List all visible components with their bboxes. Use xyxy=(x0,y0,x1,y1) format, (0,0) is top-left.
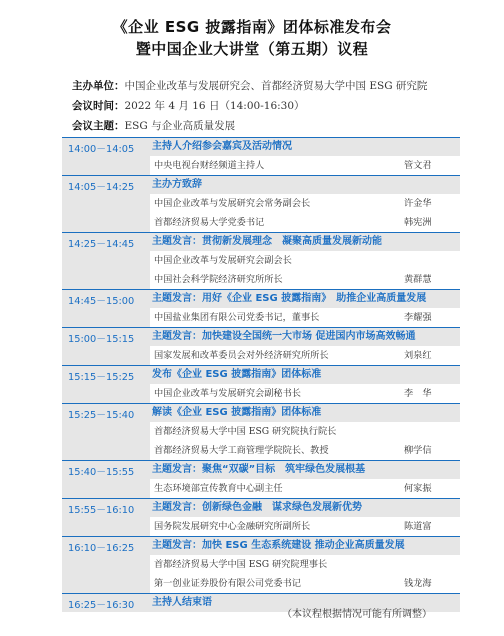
agenda-item-heading: 主办方致辞 xyxy=(150,176,460,194)
agenda-item-heading: 主持人结束语 xyxy=(150,594,460,612)
agenda-content xyxy=(150,176,460,232)
speaker-title: 首都经济贸易大学中国 ESG 研究院理事长 xyxy=(154,559,328,570)
speaker-name: 韩宪洲 xyxy=(404,217,432,228)
meeting-theme-label: 会议主题： xyxy=(72,120,125,132)
agenda-item-heading: 主题发言：加快 ESG 生态系统建设 推动企业高质量发展 xyxy=(150,537,460,555)
speaker-name: 陈道富 xyxy=(404,521,432,532)
agenda-time: 15:55－16:10 xyxy=(62,499,150,536)
speaker-line xyxy=(154,555,460,574)
agenda-time: 15:40－15:55 xyxy=(62,461,150,498)
speaker-line xyxy=(154,346,460,365)
agenda-row xyxy=(62,536,460,593)
agenda-time: 14:25－14:45 xyxy=(62,233,150,289)
agenda-row xyxy=(62,327,460,365)
agenda-row xyxy=(62,232,460,289)
speaker-name: 钱龙海 xyxy=(404,578,432,589)
speaker-line xyxy=(154,384,460,403)
meeting-theme-value: ESG 与企业高质量发展 xyxy=(124,120,236,132)
speaker-name: 黄群慧 xyxy=(404,274,432,285)
agenda-time: 15:00－15:15 xyxy=(62,328,150,365)
agenda-item-heading: 主题发言：加快建设全国统一大市场 促进国内市场高效畅通 xyxy=(150,328,460,346)
organizer-row xyxy=(72,78,427,93)
agenda-time: 14:05－14:25 xyxy=(62,176,150,232)
agenda-row xyxy=(62,365,460,403)
meeting-theme-row xyxy=(72,118,235,133)
speaker-title: 首都经济贸易大学中国 ESG 研究院执行院长 xyxy=(154,426,337,437)
agenda-item-heading: 主题发言：创新绿色金融 谋求绿色发展新优势 xyxy=(150,499,460,517)
agenda-item-heading: 主持人介绍参会嘉宾及活动情况 xyxy=(150,138,460,156)
meeting-time-value: 2022 年 4 月 16 日（14:00-16:30） xyxy=(124,100,305,112)
agenda-title-line2: 暨中国企业大讲堂（第五期）议程 xyxy=(135,40,369,58)
speaker-name: 刘泉红 xyxy=(404,350,432,361)
agenda-row xyxy=(62,403,460,460)
speaker-name: 李 华 xyxy=(404,388,432,399)
speaker-name xyxy=(404,251,452,270)
meeting-time-row xyxy=(72,98,305,113)
speaker-name: 许金华 xyxy=(404,198,432,209)
speaker-title: 首都经济贸易大学工商管理学院院长、教授 xyxy=(154,445,329,456)
speaker-line xyxy=(154,270,460,289)
agenda-time: 15:15－15:25 xyxy=(62,366,150,403)
speaker-title: 中国企业改革与发展研究会副会长 xyxy=(154,255,292,266)
agenda-content xyxy=(150,499,460,536)
agenda-content xyxy=(150,233,460,289)
agenda-time: 14:45－15:00 xyxy=(62,290,150,327)
agenda-time: 16:25－16:30 xyxy=(62,594,150,612)
speaker-name: 柳学信 xyxy=(404,445,432,456)
agenda-time: 15:25－15:40 xyxy=(62,404,150,460)
speaker-line xyxy=(154,422,460,441)
meeting-time-label: 会议时间： xyxy=(72,100,125,112)
speaker-title: 生态环境部宣传教育中心副主任 xyxy=(154,483,283,494)
organizer-label: 主办单位： xyxy=(72,80,125,92)
speaker-line xyxy=(154,479,460,498)
agenda-item-heading: 主题发言：用好《企业 ESG 披露指南》 助推企业高质量发展 xyxy=(150,290,460,308)
agenda-content xyxy=(150,537,460,593)
speaker-line xyxy=(154,251,460,270)
speaker-title: 国家发展和改革委员会对外经济研究所所长 xyxy=(154,350,329,361)
agenda-time: 16:10－16:25 xyxy=(62,537,150,593)
speaker-title: 第一创业证券股份有限公司党委书记 xyxy=(154,578,301,589)
speaker-title: 中国社会科学院经济研究所所长 xyxy=(154,274,283,285)
speaker-title: 中国企业改革与发展研究会常务副会长 xyxy=(154,198,311,209)
agenda-schedule xyxy=(62,137,460,612)
speaker-title: 中国盐业集团有限公司党委书记，董事长 xyxy=(154,312,320,323)
agenda-content xyxy=(150,328,460,365)
agenda-content xyxy=(150,366,460,403)
organizer-value: 中国企业改革与发展研究会、首都经济贸易大学中国 ESG 研究院 xyxy=(124,80,428,92)
speaker-name xyxy=(404,422,452,441)
speaker-line xyxy=(154,574,460,593)
agenda-row xyxy=(62,460,460,498)
agenda-content xyxy=(150,138,460,175)
agenda-footnote: （本议程根据情况可能有所调整） xyxy=(282,609,432,620)
speaker-line xyxy=(154,194,460,213)
agenda-content xyxy=(150,461,460,498)
agenda-item-heading: 发布《企业 ESG 披露指南》团体标准 xyxy=(150,366,460,384)
speaker-name: 管文君 xyxy=(404,160,432,171)
agenda-item-heading: 解读《企业 ESG 披露指南》团体标准 xyxy=(150,404,460,422)
agenda-row xyxy=(62,175,460,232)
speaker-title: 国务院发展研究中心金融研究所副所长 xyxy=(154,521,311,532)
speaker-title: 首都经济贸易大学党委书记 xyxy=(154,217,265,228)
speaker-name: 何家振 xyxy=(404,483,432,494)
agenda-row xyxy=(62,289,460,327)
speaker-line xyxy=(154,156,460,175)
agenda-time: 14:00－14:05 xyxy=(62,138,150,175)
agenda-title-line1: 《企业 ESG 披露指南》团体标准发布会 xyxy=(112,18,392,36)
speaker-name xyxy=(404,555,452,574)
speaker-line xyxy=(154,517,460,536)
agenda-item-heading: 主题发言：贯彻新发展理念 凝聚高质量发展新动能 xyxy=(150,233,460,251)
agenda-row xyxy=(62,498,460,536)
agenda-item-heading: 主题发言：聚焦“双碳”目标 筑牢绿色发展根基 xyxy=(150,461,460,479)
speaker-line xyxy=(154,441,460,460)
speaker-line xyxy=(154,308,460,327)
agenda-content xyxy=(150,404,460,460)
speaker-title: 中央电视台财经频道主持人 xyxy=(154,160,265,171)
agenda-content xyxy=(150,290,460,327)
speaker-name: 李耀强 xyxy=(404,312,432,323)
speaker-line xyxy=(154,213,460,232)
speaker-title: 中国企业改革与发展研究会副秘书长 xyxy=(154,388,301,399)
agenda-row xyxy=(62,137,460,175)
